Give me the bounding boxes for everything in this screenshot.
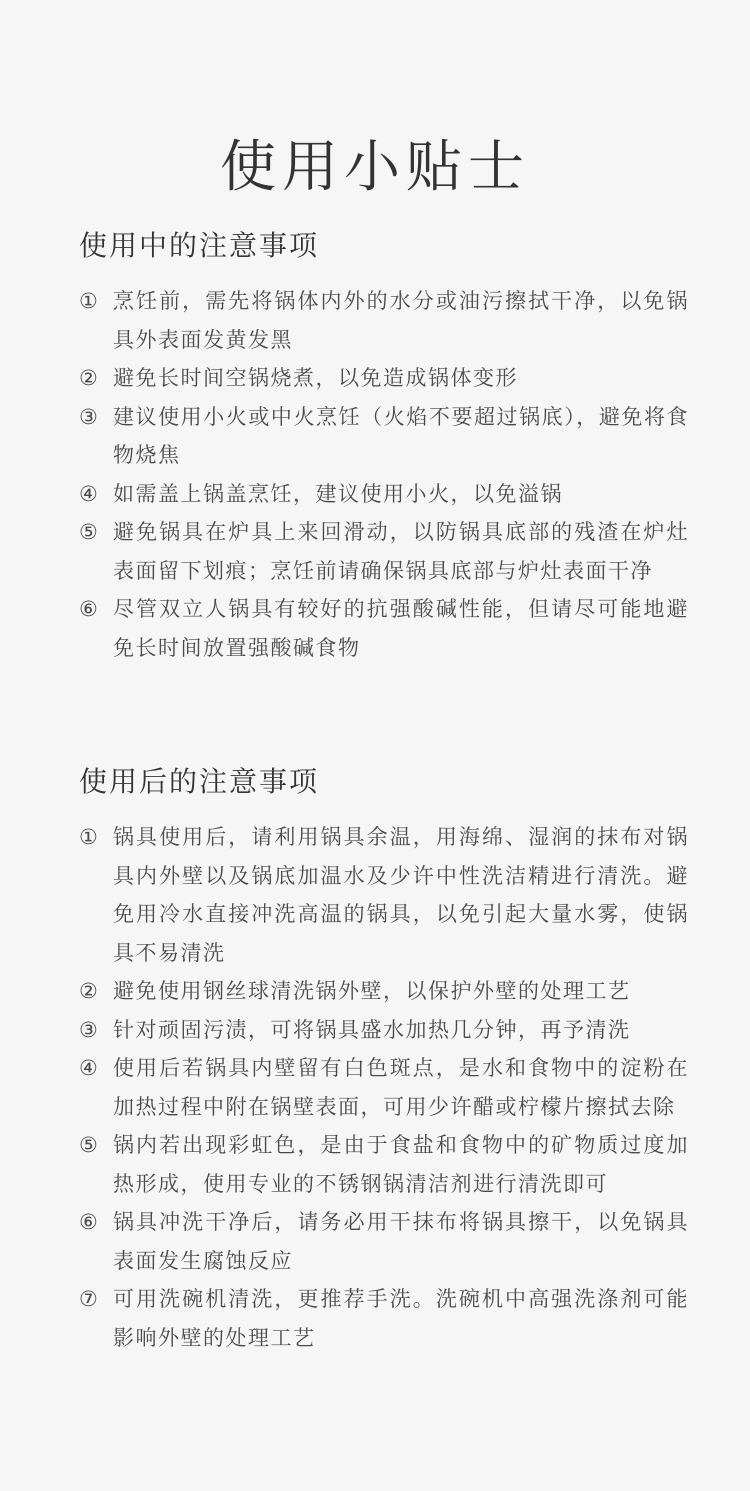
item-number: ③ [79, 1017, 100, 1042]
item-text: 建议使用小火或中火烹饪（火焰不要超过锅底），避免将食物烧焦 [113, 404, 689, 467]
tip-list [79, 818, 689, 1357]
item-number: ③ [79, 404, 100, 429]
list-item [79, 1126, 689, 1203]
item-number: ① [79, 289, 100, 313]
item-number: ⑤ [79, 520, 100, 544]
tip-list [79, 282, 689, 667]
item-number: ④ [79, 481, 100, 506]
item-text: 避免使用钢丝球清洗锅外壁，以保护外壁的处理工艺 [113, 979, 631, 1003]
list-item [79, 1049, 689, 1126]
item-text: 锅内若出现彩虹色，是由于食盐和食物中的矿物质过度加热形成，使用专业的不锈钢锅清洁剂进行清洗即可 [113, 1133, 689, 1196]
item-text: 使用后若锅具内壁留有白色斑点，是水和食物中的淀粉在加热过程中附在锅壁表面，可用少许醋或柠檬片擦拭去除 [113, 1056, 689, 1119]
page-title: 使用小贴士 [220, 134, 530, 200]
item-number: ④ [79, 1056, 100, 1080]
list-item [79, 818, 689, 972]
list-item [79, 513, 689, 590]
item-number: ② [79, 366, 100, 390]
item-text: 避免锅具在炉具上来回滑动，以防锅具底部的残渣在炉灶表面留下划痕；烹饪前请确保锅具底部与炉灶表面干净 [113, 520, 689, 583]
list-item [79, 359, 689, 398]
item-text: 烹饪前，需先将锅体内外的水分或油污擦拭干净，以免锅具外表面发黄发黑 [113, 289, 689, 352]
item-text: 锅具冲洗干净后，请务必用干抹布将锅具擦干，以免锅具表面发生腐蚀反应 [113, 1210, 689, 1273]
section-heading: 使用后的注意事项 [79, 765, 320, 798]
section-during-use [79, 228, 689, 667]
item-text: 锅具使用后，请利用锅具余温，用海绵、湿润的抹布对锅具内外壁以及锅底加温水及少许中性洗洁精进行清洗。避免用冷水直接冲洗高温的锅具，以免引起大量水雾，使锅具不易清洗 [113, 825, 689, 965]
item-number: ⑦ [79, 1287, 100, 1311]
item-text: 可用洗碗机清洗，更推荐手洗。洗碗机中高强洗涤剂可能影响外壁的处理工艺 [113, 1287, 689, 1350]
list-item [79, 1280, 689, 1357]
list-item [79, 1011, 689, 1050]
item-text: 如需盖上锅盖烹饪，建议使用小火，以免溢锅 [113, 481, 563, 506]
item-number: ⑥ [79, 1210, 100, 1234]
list-item [79, 590, 689, 667]
list-item [79, 282, 689, 359]
list-item [79, 1203, 689, 1280]
item-number: ⑥ [79, 597, 100, 621]
item-number: ① [79, 825, 100, 849]
item-number: ⑤ [79, 1133, 100, 1157]
list-item [79, 475, 689, 514]
section-heading: 使用中的注意事项 [79, 229, 320, 262]
item-text: 尽管双立人锅具有较好的抗强酸碱性能，但请尽可能地避免长时间放置强酸碱食物 [113, 597, 689, 660]
item-text: 避免长时间空锅烧煮，以免造成锅体变形 [113, 366, 518, 390]
list-item [79, 972, 689, 1011]
list-item [79, 398, 689, 475]
item-text: 针对顽固污渍，可将锅具盛水加热几分钟，再予清洗 [113, 1017, 631, 1042]
section-after-use [79, 764, 689, 1357]
item-number: ② [79, 979, 100, 1003]
